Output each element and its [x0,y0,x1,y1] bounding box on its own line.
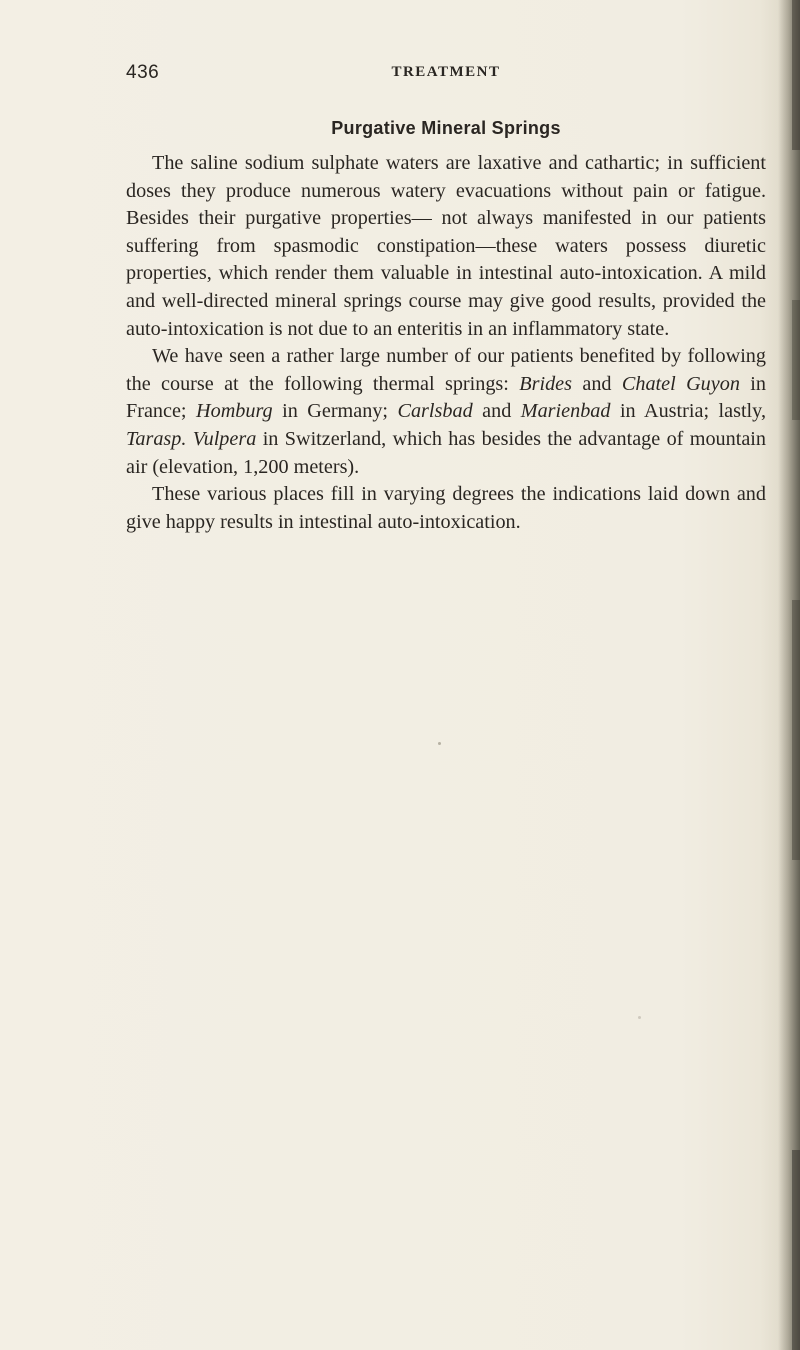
page-edge-mark [792,300,800,420]
body-text [126,150,766,536]
page-number: 436 [126,62,160,83]
paper-speck [638,1016,641,1019]
place-brides: Brides [519,372,572,395]
place-chatel-guyon: Chatel Guyon [621,372,740,395]
paragraph-2-intro: We have seen a rather large number of our patients benefited by following the course at the following thermal springs: [126,345,766,395]
page-edge-mark [792,0,800,150]
paragraph-3: These various places fill in varying degrees the indications laid down and give happy results in intestinal auto-intoxication. [126,483,766,533]
country-text: in Germany; [272,400,398,423]
page-edge-mark [792,1150,800,1350]
running-title: TREATMENT [391,64,501,80]
place-marienbad: Marienbad [520,400,611,423]
paper-speck [438,742,441,745]
country-text: in Austria; lastly, [610,400,766,423]
paragraph-2 [126,343,766,481]
paragraph-2-tail: in Switzerland, which has besides the advantage of mountain air (elevation, 1,200 meters). [126,427,767,478]
running-head [126,62,766,90]
place-carlsbad: Carlsbad [397,400,473,423]
place-homburg: Homburg [196,400,273,423]
connector-text: and [572,372,622,395]
page-edge-mark [792,600,800,860]
place-tarasp-vulpera: Tarasp. Vulpera [126,427,257,450]
connector-text: and [472,400,521,423]
country-text: in France; [126,372,766,423]
paragraph-1: The saline sodium sulphate waters are laxative and cathartic; in sufficient doses they produce numerous watery evacuations without pain or fatigue. Besides their purgative properties— not always manifested in our patients suffering from spasmodic constipation—these waters possess diuretic properties, which render them valuable in intestinal auto-intoxication. A mild and well-directed mineral springs course may give good results, provided the auto-intoxication is not due to an enteritis in an inflammatory state. [126,152,766,340]
section-heading: Purgative Mineral Springs [331,118,561,138]
